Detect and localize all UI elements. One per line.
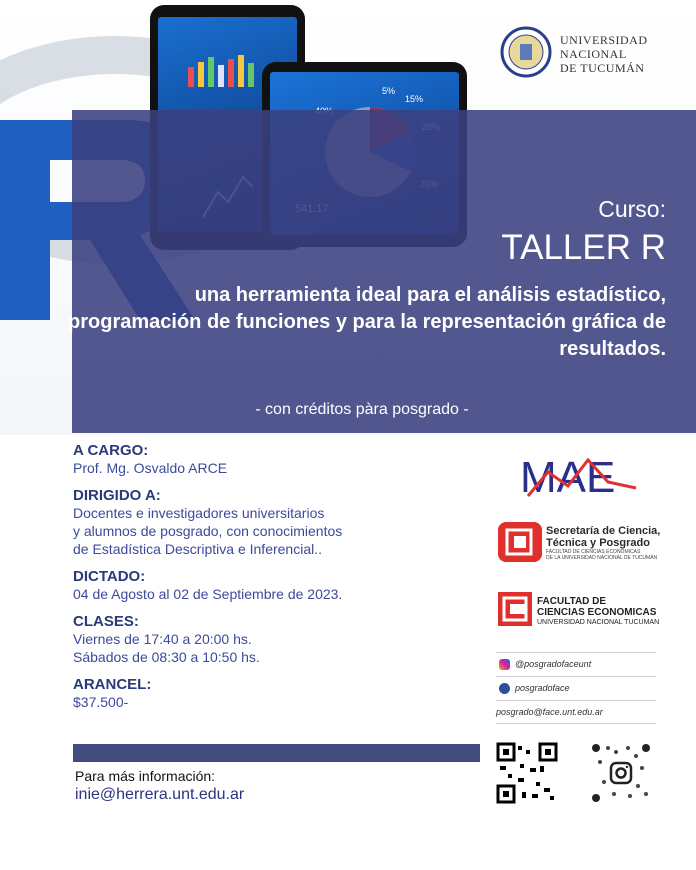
fce-subtitle: UNIVERSIDAD NACIONAL TUCUMAN xyxy=(537,619,660,626)
university-name xyxy=(560,33,670,75)
audience-line: Docentes e investigadores universitarios xyxy=(73,505,325,521)
university-seal-icon xyxy=(500,26,552,78)
secretaria-title: Secretaría de Ciencia, xyxy=(546,525,661,537)
email-link[interactable] xyxy=(496,701,656,723)
university-name-line: UNIVERSIDAD xyxy=(560,33,648,47)
facebook-handle: posgradoface xyxy=(515,683,570,693)
instagram-icon xyxy=(499,659,510,670)
course-title: TALLER R xyxy=(501,228,666,267)
credits-note: - con créditos pàra posgrado - xyxy=(255,401,469,418)
dates-value: 04 de Agosto al 02 de Septiembre de 2023. xyxy=(73,586,343,602)
classes-label: CLASES: xyxy=(73,613,139,630)
facebook-link[interactable] xyxy=(496,677,656,699)
secretaria-text xyxy=(546,525,666,561)
secretaria-title: Técnica y Posgrado xyxy=(546,537,650,549)
instagram-handle: @posgradofaceunt xyxy=(515,659,592,669)
pct-label: 15% xyxy=(405,94,424,104)
fce-text xyxy=(537,596,677,627)
secretaria-subtitle: FACULTAD DE CIENCIAS ECONÓMICAS xyxy=(546,549,641,555)
mae-logo-text: MAE xyxy=(520,453,616,500)
fee-value: $37.500- xyxy=(73,694,129,710)
audience-line: y alumnos de posgrado, con conocimientos xyxy=(73,523,343,539)
secretaria-subtitle: DE LA UNIVERSIDAD NACIONAL DE TUCUMÁN xyxy=(546,555,658,561)
charge-value: Prof. Mg. Osvaldo ARCE xyxy=(73,460,228,476)
mae-logo-icon xyxy=(518,452,642,500)
fce-title: FACULTAD DE xyxy=(537,596,607,607)
course-info xyxy=(73,442,473,711)
fce-logo-icon xyxy=(498,592,532,626)
audience-label: DIRIGIDO A: xyxy=(73,487,161,504)
divider xyxy=(496,723,656,724)
secretaria-logo-icon xyxy=(498,522,542,562)
facebook-icon xyxy=(499,683,510,694)
qr-code-icon xyxy=(496,742,558,804)
course-label: Curso: xyxy=(598,196,666,222)
fce-title: CIENCIAS ECONOMICAS xyxy=(537,607,657,618)
university-name-line: DE TUCUMÁN xyxy=(560,61,645,75)
course-description: una herramienta ideal para el análisis estadístico, programación de funciones y para la representación gráfica de resultados. xyxy=(68,284,666,360)
charge-label: A CARGO: xyxy=(73,442,149,459)
dates-label: DICTADO: xyxy=(73,568,146,585)
instagram-link[interactable] xyxy=(496,653,656,675)
pct-label: 5% xyxy=(382,86,396,96)
divider-bar xyxy=(73,744,480,762)
title-panel xyxy=(72,110,696,433)
instagram-qr-code-icon xyxy=(590,742,652,804)
classes-line: Viernes de 17:40 a 20:00 hs. xyxy=(73,631,252,647)
contact-label: Para más información: xyxy=(75,768,216,784)
email-address: posgrado@face.unt.edu.ar xyxy=(496,707,603,717)
classes-line: Sábados de 08:30 a 10:50 hs. xyxy=(73,649,260,665)
fee-label: ARANCEL: xyxy=(73,676,152,693)
university-name-line: NACIONAL xyxy=(560,47,627,61)
audience-line: de Estadística Descriptiva e Inferencial.. xyxy=(73,541,323,557)
contact-email-link[interactable]: inie@herrera.unt.edu.ar xyxy=(75,786,245,803)
